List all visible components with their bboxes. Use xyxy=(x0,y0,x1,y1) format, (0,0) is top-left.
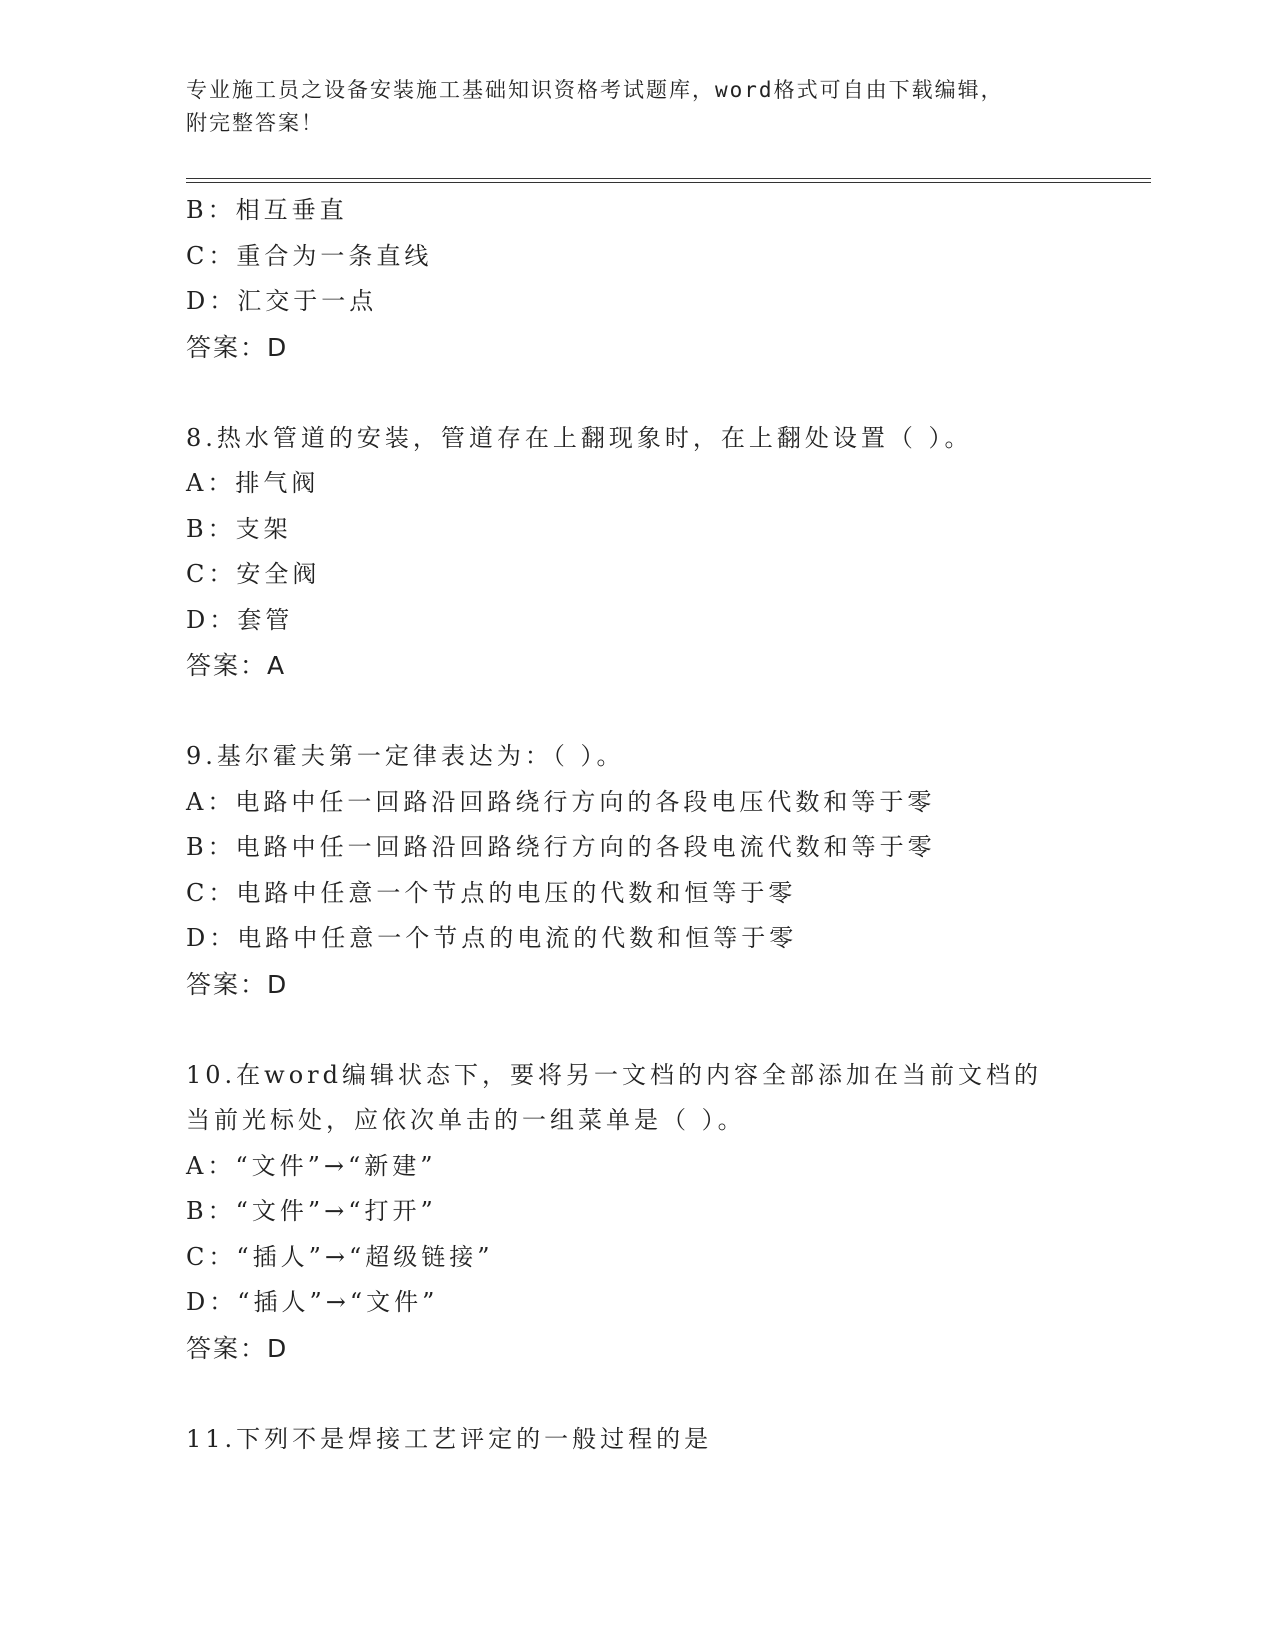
answer-text: 答案：D xyxy=(186,969,289,999)
answer-text: 答案：D xyxy=(186,1333,289,1363)
question-text-line-2: 当前光标处，应依次单击的一组菜单是（ ）。 xyxy=(186,1106,746,1134)
question-text-line-1: 10.在word编辑状态下，要将另一文档的内容全部添加在当前文档的 xyxy=(186,1060,1042,1089)
question-text: 11.下列不是焊接工艺评定的一般过程的是 xyxy=(186,1424,713,1453)
option-a: A：电路中任一回路沿回路绕行方向的各段电压代数和等于零 xyxy=(186,787,936,816)
option-b: B：支架 xyxy=(186,514,292,543)
question-text: 8.热水管道的安装，管道存在上翻现象时，在上翻处设置（ ）。 xyxy=(186,423,973,452)
option-d: D：电路中任意一个节点的电流的代数和恒等于零 xyxy=(186,924,798,952)
header-line-1: 专业施工员之设备安装施工基础知识资格考试题库，word格式可自由下载编辑， xyxy=(186,78,1004,102)
spacer xyxy=(186,1371,1151,1417)
question-text: 9.基尔霍夫第一定律表达为：（ ）。 xyxy=(186,742,625,770)
question-9 xyxy=(186,734,1151,1007)
option-d: D：汇交于一点 xyxy=(186,287,378,315)
option-b: B：“文件”→“打开” xyxy=(186,1197,437,1225)
spacer xyxy=(186,689,1151,735)
question-list xyxy=(186,188,1151,1462)
option-c: C：“插人”→“超级链接” xyxy=(186,1242,494,1271)
option-d: D：套管 xyxy=(186,605,294,634)
option-b: B：相互垂直 xyxy=(186,196,348,224)
option-d: D：“插人”→“文件” xyxy=(186,1288,439,1316)
question-10 xyxy=(186,1053,1151,1372)
question-8 xyxy=(186,416,1151,689)
question-11 xyxy=(186,1417,1151,1463)
header-divider-bottom xyxy=(186,182,1151,183)
header-line-2: 附完整答案！ xyxy=(186,111,324,135)
option-c: C：电路中任意一个节点的电压的代数和恒等于零 xyxy=(186,878,797,907)
spacer xyxy=(186,370,1151,416)
option-b: B：电路中任一回路沿回路绕行方向的各段电流代数和等于零 xyxy=(186,833,936,861)
answer-text: 答案：D xyxy=(186,332,289,362)
option-c: C：安全阀 xyxy=(186,560,321,588)
option-c: C：重合为一条直线 xyxy=(186,241,433,270)
spacer xyxy=(186,1007,1151,1053)
document-header xyxy=(186,74,1086,140)
answer-text: 答案：A xyxy=(186,651,287,680)
question-7-tail xyxy=(186,188,1151,370)
option-a: A：“文件”→“新建” xyxy=(186,1151,437,1180)
option-a: A：排气阀 xyxy=(186,469,320,497)
header-divider-top xyxy=(186,178,1151,179)
